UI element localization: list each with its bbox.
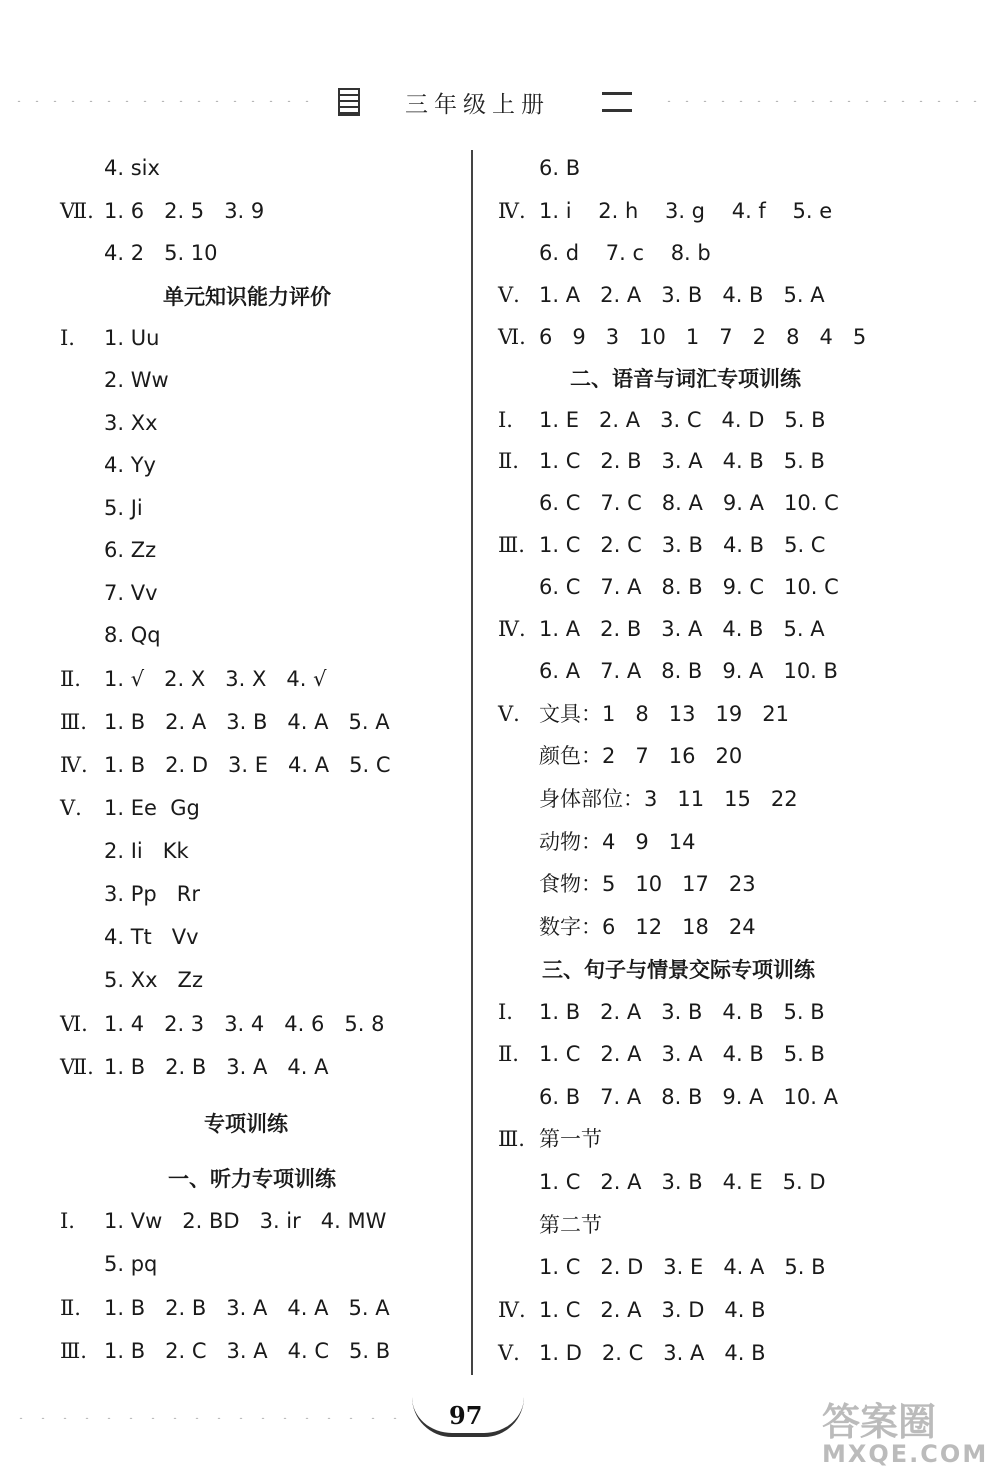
roman-numeral: Ⅲ. xyxy=(60,710,87,734)
roman-numeral: Ⅲ. xyxy=(498,1127,525,1151)
answer-text: 1. Ee Gg xyxy=(104,796,200,820)
column-divider xyxy=(471,150,473,1375)
answer-text: 1. C 2. D 3. E 4. A 5. B xyxy=(539,1255,826,1279)
answer-text: 1. A 2. A 3. B 4. B 5. A xyxy=(539,283,825,307)
answer-text: 6. A 7. A 8. B 9. A 10. B xyxy=(539,659,838,683)
answer-text: 1. B 2. B 3. A 4. A xyxy=(104,1055,329,1079)
answer-text: 1. C 2. C 3. B 4. B 5. C xyxy=(539,533,826,557)
answer-text: 1. A 2. B 3. A 4. B 5. A xyxy=(539,617,825,641)
watermark xyxy=(822,1400,992,1473)
page-number: 97 xyxy=(449,1401,483,1430)
roman-numeral: Ⅱ. xyxy=(498,449,519,473)
roman-numeral: Ⅰ. xyxy=(60,1209,75,1233)
roman-numeral: Ⅰ. xyxy=(498,1000,513,1024)
answer-text: 1. C 2. A 3. A 4. B 5. B xyxy=(539,1042,825,1066)
page-footer xyxy=(0,1395,1000,1468)
answer-text: 1. Vw 2. BD 3. ir 4. MW xyxy=(104,1209,387,1233)
answer-text: 身体部位：3 11 15 22 xyxy=(539,787,798,811)
roman-numeral: Ⅲ. xyxy=(498,533,525,557)
answer-text: 1. C 2. A 3. B 4. E 5. D xyxy=(539,1170,826,1194)
answer-text: 食物：5 10 17 23 xyxy=(539,872,756,896)
section-heading: 一、听力专项训练 xyxy=(168,1167,336,1191)
answer-text: 1. B 2. A 3. B 4. A 5. A xyxy=(104,710,390,734)
answer-text: 颜色：2 7 16 20 xyxy=(539,744,743,768)
answer-text: 动物：4 9 14 xyxy=(539,830,696,854)
roman-numeral: Ⅶ. xyxy=(60,199,94,223)
page-header xyxy=(0,80,1000,124)
roman-numeral: Ⅵ. xyxy=(60,1012,88,1036)
header-dots-right xyxy=(660,100,990,102)
answer-text: 6. Zz xyxy=(104,538,157,562)
roman-numeral: Ⅴ. xyxy=(498,702,520,726)
roman-numeral: Ⅰ. xyxy=(498,408,513,432)
answer-text: 1. B 2. D 3. E 4. A 5. C xyxy=(104,753,391,777)
answer-text: 2. Ww xyxy=(104,368,169,392)
answer-text: 5. Xx Zz xyxy=(104,968,203,992)
answer-text: 6. d 7. c 8. b xyxy=(539,241,711,265)
answer-text: 2. Ii Kk xyxy=(104,839,189,863)
answer-text: 4. Tt Vv xyxy=(104,925,199,949)
section-heading: 专项训练 xyxy=(204,1112,288,1136)
answer-text: 6. C 7. C 8. A 9. A 10. C xyxy=(539,491,839,515)
roman-numeral: Ⅳ. xyxy=(498,617,526,641)
answer-text: 1. 6 2. 5 3. 9 xyxy=(104,199,265,223)
answer-text: 1. 4 2. 3 3. 4 4. 6 5. 8 xyxy=(104,1012,385,1036)
answer-text: 6. B xyxy=(539,156,581,180)
roman-numeral: Ⅴ. xyxy=(498,1341,520,1365)
footer-dots xyxy=(10,1417,410,1419)
answer-text: 3. Pp Rr xyxy=(104,882,200,906)
answer-text: 3. Xx xyxy=(104,411,158,435)
roman-numeral: Ⅱ. xyxy=(60,1296,81,1320)
answer-text: 数字：6 12 18 24 xyxy=(539,915,756,939)
roman-numeral: Ⅱ. xyxy=(60,667,81,691)
section-heading: 单元知识能力评价 xyxy=(163,285,331,309)
answer-text: 文具：1 8 13 19 21 xyxy=(539,702,789,726)
answer-text: 8. Qq xyxy=(104,623,161,647)
answer-text: 6. C 7. A 8. B 9. C 10. C xyxy=(539,575,839,599)
roman-numeral: Ⅴ. xyxy=(498,283,520,307)
answer-text: 4. six xyxy=(104,156,160,180)
roman-numeral: Ⅰ. xyxy=(60,326,75,350)
answer-text: 1. C 2. B 3. A 4. B 5. B xyxy=(539,449,825,473)
roman-numeral: Ⅳ. xyxy=(60,753,88,777)
header-dots-left xyxy=(10,100,320,102)
header-title: 三年级上册 xyxy=(405,92,550,118)
answer-text: 1. C 2. A 3. D 4. B xyxy=(539,1298,766,1322)
answer-text: 4. 2 5. 10 xyxy=(104,241,218,265)
answer-text: 4. Yy xyxy=(104,453,156,477)
roman-numeral: Ⅴ. xyxy=(60,796,82,820)
roman-numeral: Ⅳ. xyxy=(498,1298,526,1322)
roman-numeral: Ⅳ. xyxy=(498,199,526,223)
book-icon xyxy=(338,88,360,116)
section-heading: 二、语音与词汇专项训练 xyxy=(570,367,801,391)
answer-text: 1. E 2. A 3. C 4. D 5. B xyxy=(539,408,826,432)
tag-icon xyxy=(602,92,632,112)
answer-text: 6. B 7. A 8. B 9. A 10. A xyxy=(539,1085,838,1109)
roman-numeral: Ⅶ. xyxy=(60,1055,94,1079)
answer-text: 5. pq xyxy=(104,1252,158,1276)
answer-text: 5. Ji xyxy=(104,496,143,520)
roman-numeral: Ⅱ. xyxy=(498,1042,519,1066)
watermark-url: MXQE.COM xyxy=(822,1440,989,1468)
section-heading: 三、句子与情景交际专项训练 xyxy=(542,958,815,982)
answer-text: 第一节 xyxy=(539,1127,602,1151)
answer-text: 7. Vv xyxy=(104,581,158,605)
answer-text: 1. i 2. h 3. g 4. f 5. e xyxy=(539,199,833,223)
answer-text: 1. B 2. A 3. B 4. B 5. B xyxy=(539,1000,825,1024)
answer-text: 1. B 2. B 3. A 4. A 5. A xyxy=(104,1296,390,1320)
answer-text: 1. √ 2. X 3. X 4. √ xyxy=(104,667,327,691)
answer-text: 第二节 xyxy=(539,1213,602,1237)
answer-text: 6 9 3 10 1 7 2 8 4 5 xyxy=(539,325,867,349)
roman-numeral: Ⅵ. xyxy=(498,325,526,349)
answer-text: 1. Uu xyxy=(104,326,160,350)
answer-text: 1. D 2. C 3. A 4. B xyxy=(539,1341,766,1365)
answer-text: 1. B 2. C 3. A 4. C 5. B xyxy=(104,1339,391,1363)
roman-numeral: Ⅲ. xyxy=(60,1339,87,1363)
watermark-text: 答案圈 xyxy=(822,1400,937,1444)
